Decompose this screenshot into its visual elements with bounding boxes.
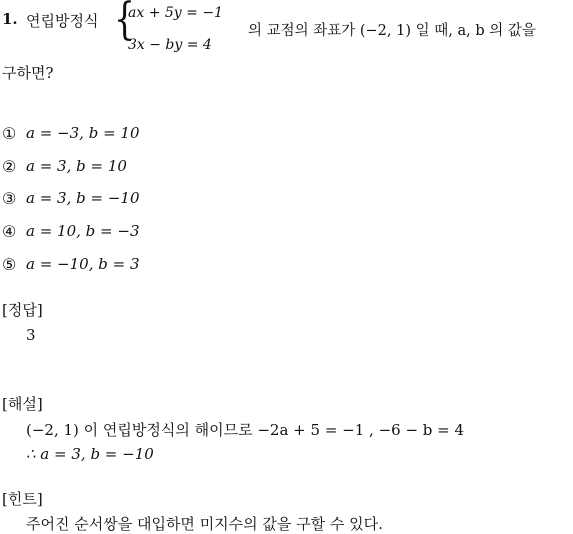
option-4-mark[interactable]: ④ — [2, 222, 17, 241]
explanation-line2: ∴ a = 3, b = −10 — [26, 445, 154, 463]
explanation-label: [해설] — [2, 395, 43, 413]
option-4-text[interactable]: a = 10, b = −3 — [26, 222, 140, 240]
equation-2: 3x − by = 4 — [128, 37, 212, 53]
option-5-text[interactable]: a = −10, b = 3 — [26, 255, 140, 273]
question-line2: 구하면? — [2, 64, 54, 82]
option-2-mark[interactable]: ② — [2, 157, 17, 176]
option-1-mark[interactable]: ① — [2, 124, 17, 143]
answer-value: 3 — [26, 326, 36, 344]
explanation-line1: (−2, 1) 이 연립방정식의 해이므로 −2a + 5 = −1 , −6 − b = 4 — [26, 421, 465, 439]
option-3-text[interactable]: a = 3, b = −10 — [26, 189, 140, 207]
question-suffix: 의 교점의 좌표가 (−2, 1) 일 때, a, b 의 값을 — [248, 23, 536, 39]
equation-1: ax + 5y = −1 — [128, 5, 223, 21]
system-brace: { — [114, 0, 135, 45]
option-2-text[interactable]: a = 3, b = 10 — [26, 157, 127, 175]
hint-label: [힌트] — [2, 490, 43, 508]
question-prefix: 연립방정식 — [26, 12, 99, 30]
option-5-mark[interactable]: ⑤ — [2, 255, 17, 274]
option-1-text[interactable]: a = −3, b = 10 — [26, 124, 140, 142]
option-3-mark[interactable]: ③ — [2, 189, 17, 208]
answer-label: [정답] — [2, 301, 43, 319]
question-number: 1. — [2, 10, 18, 28]
hint-text: 주어진 순서쌍을 대입하면 미지수의 값을 구할 수 있다. — [26, 515, 383, 533]
